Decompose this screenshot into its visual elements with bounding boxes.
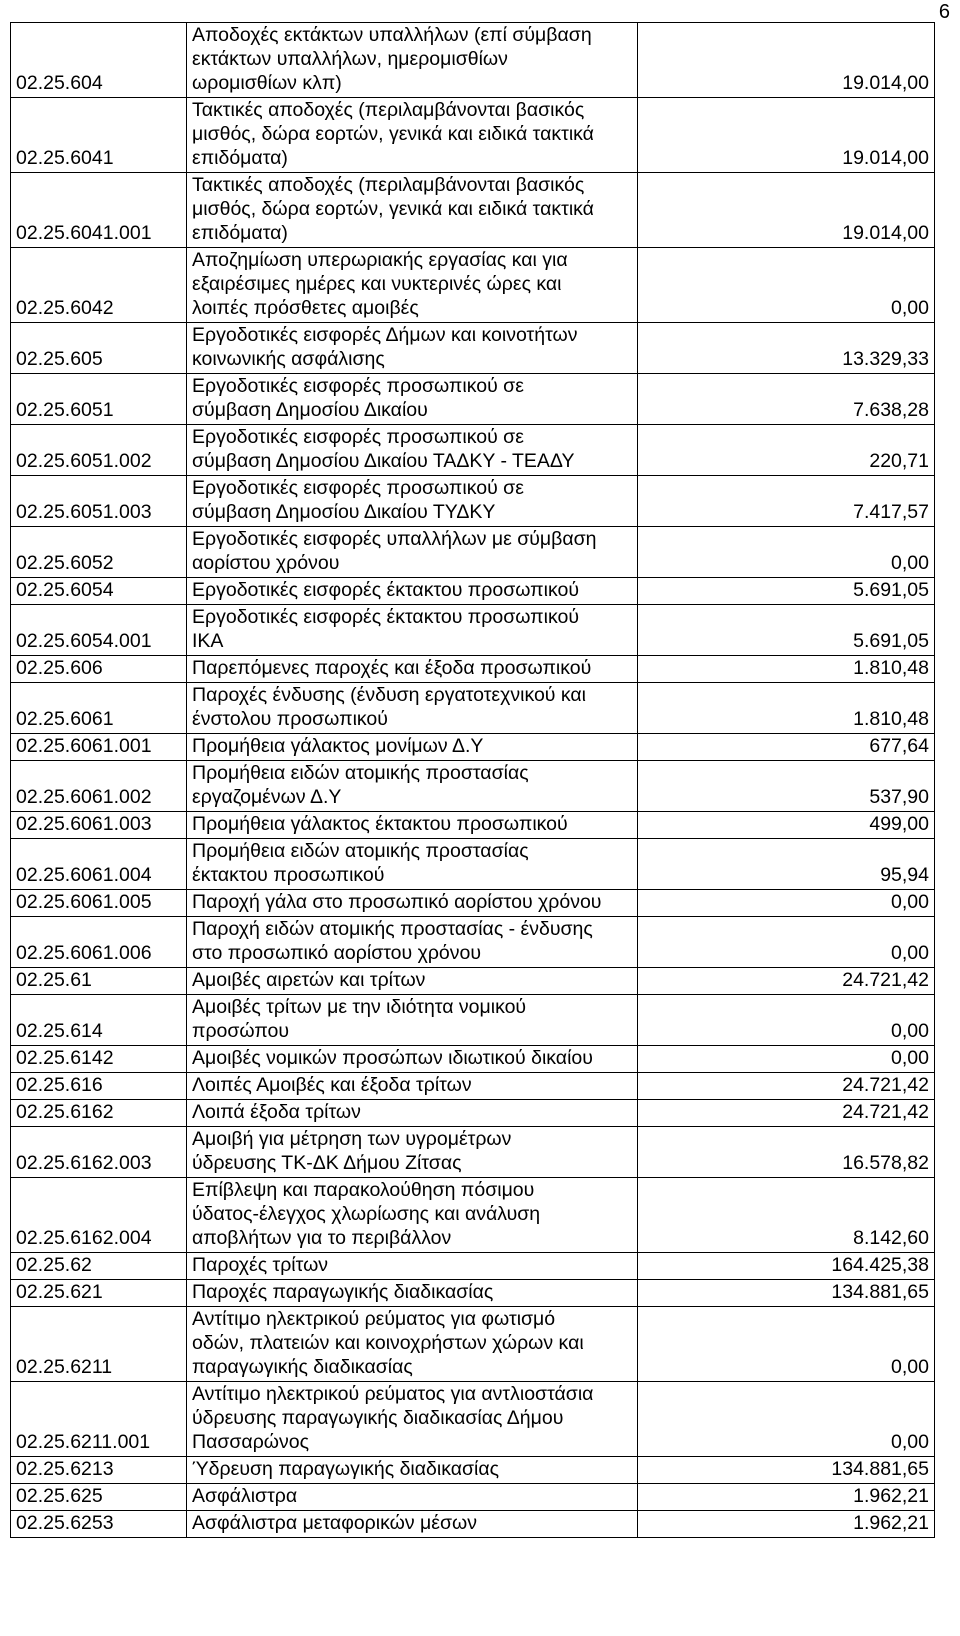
account-code: 02.25.604	[11, 23, 187, 98]
account-code: 02.25.606	[11, 656, 187, 683]
account-code: 02.25.6041	[11, 98, 187, 173]
account-amount: 134.881,65	[638, 1457, 935, 1484]
account-code: 02.25.6051	[11, 374, 187, 425]
account-description: Παροχές παραγωγικής διαδικασίας	[187, 1280, 638, 1307]
table-row	[11, 527, 935, 578]
account-description: Αποδοχές εκτάκτων υπαλλήλων (επί σύμβαση εκτάκτων υπαλλήλων, ημερομισθίων ωρομισθίων κλπ)	[187, 23, 638, 98]
table-row	[11, 374, 935, 425]
account-amount: 24.721,42	[638, 1073, 935, 1100]
account-code: 02.25.6211	[11, 1307, 187, 1382]
account-description: Εργοδοτικές εισφορές έκτακτου προσωπικού ΙΚΑ	[187, 605, 638, 656]
table-row	[11, 23, 935, 98]
account-amount: 0,00	[638, 1307, 935, 1382]
account-amount: 24.721,42	[638, 968, 935, 995]
table-row	[11, 1046, 935, 1073]
table-row	[11, 248, 935, 323]
account-description: Αντίτιμο ηλεκτρικού ρεύματος για φωτισμό οδών, πλατειών και κοινοχρήστων χώρων και παραγωγικής διαδικασίας	[187, 1307, 638, 1382]
account-amount: 16.578,82	[638, 1127, 935, 1178]
account-description: Εργοδοτικές εισφορές υπαλλήλων με σύμβαση αορίστου χρόνου	[187, 527, 638, 578]
account-amount: 19.014,00	[638, 98, 935, 173]
account-code: 02.25.6253	[11, 1511, 187, 1538]
account-amount: 13.329,33	[638, 323, 935, 374]
table-row	[11, 98, 935, 173]
account-amount: 0,00	[638, 1046, 935, 1073]
account-code: 02.25.6061.003	[11, 812, 187, 839]
account-description: Εργοδοτικές εισφορές Δήμων και κοινοτήτων κοινωνικής ασφάλισης	[187, 323, 638, 374]
account-amount: 1.810,48	[638, 683, 935, 734]
account-code: 02.25.6051.003	[11, 476, 187, 527]
table-row	[11, 1484, 935, 1511]
account-code: 02.25.625	[11, 1484, 187, 1511]
table-row	[11, 1073, 935, 1100]
account-amount: 537,90	[638, 761, 935, 812]
account-amount: 0,00	[638, 890, 935, 917]
table-row	[11, 683, 935, 734]
account-description: Εργοδοτικές εισφορές έκτακτου προσωπικού	[187, 578, 638, 605]
account-description: Ασφάλιστρα	[187, 1484, 638, 1511]
account-description: Λοιπές Αμοιβές και έξοδα τρίτων	[187, 1073, 638, 1100]
account-description: Παρεπόμενες παροχές και έξοδα προσωπικού	[187, 656, 638, 683]
account-amount: 24.721,42	[638, 1100, 935, 1127]
page-number: 6	[938, 1, 950, 23]
table-row	[11, 323, 935, 374]
account-amount: 1.810,48	[638, 656, 935, 683]
table-row	[11, 839, 935, 890]
account-code: 02.25.621	[11, 1280, 187, 1307]
account-code: 02.25.6061.001	[11, 734, 187, 761]
account-code: 02.25.6061.002	[11, 761, 187, 812]
account-code: 02.25.6162	[11, 1100, 187, 1127]
account-description: Αμοιβές αιρετών και τρίτων	[187, 968, 638, 995]
account-description: Παροχή γάλα στο προσωπικό αορίστου χρόνου	[187, 890, 638, 917]
account-amount: 19.014,00	[638, 173, 935, 248]
account-amount: 8.142,60	[638, 1178, 935, 1253]
account-code: 02.25.6162.004	[11, 1178, 187, 1253]
account-code: 02.25.616	[11, 1073, 187, 1100]
table-row	[11, 656, 935, 683]
account-description: Παροχές τρίτων	[187, 1253, 638, 1280]
account-amount: 1.962,21	[638, 1484, 935, 1511]
account-amount: 7.417,57	[638, 476, 935, 527]
table-row	[11, 890, 935, 917]
account-code: 02.25.6213	[11, 1457, 187, 1484]
table-row	[11, 1127, 935, 1178]
account-description: Παροχές ένδυσης (ένδυση εργατοτεχνικού και ένστολου προσωπικού	[187, 683, 638, 734]
account-code: 02.25.61	[11, 968, 187, 995]
account-amount: 5.691,05	[638, 578, 935, 605]
account-description: Προμήθεια γάλακτος έκτακτου προσωπικού	[187, 812, 638, 839]
table-row	[11, 425, 935, 476]
account-amount: 19.014,00	[638, 23, 935, 98]
account-description: Επίβλεψη και παρακολούθηση πόσιμου ύδατος-έλεγχος χλωρίωσης και ανάλυση αποβλήτων για το περιβάλλον	[187, 1178, 638, 1253]
account-code: 02.25.605	[11, 323, 187, 374]
table-row	[11, 476, 935, 527]
budget-table	[10, 22, 935, 1538]
account-description: Εργοδοτικές εισφορές προσωπικού σε σύμβαση Δημοσίου Δικαίου ΤΑΔΚΥ - ΤΕΑΔΥ	[187, 425, 638, 476]
account-description: Εργοδοτικές εισφορές προσωπικού σε σύμβαση Δημοσίου Δικαίου	[187, 374, 638, 425]
table-row	[11, 968, 935, 995]
table-row	[11, 761, 935, 812]
account-amount: 0,00	[638, 917, 935, 968]
table-row	[11, 578, 935, 605]
account-amount: 0,00	[638, 1382, 935, 1457]
account-amount: 7.638,28	[638, 374, 935, 425]
table-row	[11, 917, 935, 968]
table-row	[11, 605, 935, 656]
account-code: 02.25.6061	[11, 683, 187, 734]
account-description: Προμήθεια ειδών ατομικής προστασίας εργαζομένων Δ.Υ	[187, 761, 638, 812]
account-amount: 499,00	[638, 812, 935, 839]
account-description: Ύδρευση παραγωγικής διαδικασίας	[187, 1457, 638, 1484]
account-code: 02.25.6142	[11, 1046, 187, 1073]
table-row	[11, 734, 935, 761]
account-code: 02.25.6211.001	[11, 1382, 187, 1457]
account-description: Τακτικές αποδοχές (περιλαμβάνονται βασικός μισθός, δώρα εορτών, γενικά και ειδικά τακτικά επιδόματα)	[187, 98, 638, 173]
account-amount: 1.962,21	[638, 1511, 935, 1538]
account-description: Προμήθεια γάλακτος μονίμων Δ.Υ	[187, 734, 638, 761]
account-description: Αμοιβή για μέτρηση των υγρομέτρων ύδρευσης ΤΚ-ΔΚ Δήμου Ζίτσας	[187, 1127, 638, 1178]
account-code: 02.25.6162.003	[11, 1127, 187, 1178]
account-code: 02.25.6054	[11, 578, 187, 605]
account-amount: 0,00	[638, 527, 935, 578]
table-row	[11, 1457, 935, 1484]
account-amount: 0,00	[638, 995, 935, 1046]
table-row	[11, 173, 935, 248]
table-row	[11, 1307, 935, 1382]
account-description: Αποζημίωση υπερωριακής εργασίας και για εξαιρέσιμες ημέρες και νυκτερινές ώρες και λοιπές πρόσθετες αμοιβές	[187, 248, 638, 323]
account-amount: 220,71	[638, 425, 935, 476]
account-amount: 5.691,05	[638, 605, 935, 656]
budget-table-body	[11, 23, 935, 1538]
account-code: 02.25.6051.002	[11, 425, 187, 476]
account-description: Αμοιβές τρίτων με την ιδιότητα νομικού προσώπου	[187, 995, 638, 1046]
account-code: 02.25.6042	[11, 248, 187, 323]
account-code: 02.25.6061.004	[11, 839, 187, 890]
account-code: 02.25.6041.001	[11, 173, 187, 248]
table-row	[11, 1253, 935, 1280]
account-description: Προμήθεια ειδών ατομικής προστασίας έκτακτου προσωπικού	[187, 839, 638, 890]
account-amount: 134.881,65	[638, 1280, 935, 1307]
table-row	[11, 1178, 935, 1253]
account-description: Ασφάλιστρα μεταφορικών μέσων	[187, 1511, 638, 1538]
account-description: Αμοιβές νομικών προσώπων ιδιωτικού δικαίου	[187, 1046, 638, 1073]
account-code: 02.25.6052	[11, 527, 187, 578]
account-description: Τακτικές αποδοχές (περιλαμβάνονται βασικός μισθός, δώρα εορτών, γενικά και ειδικά τακτικά επιδόματα)	[187, 173, 638, 248]
account-description: Παροχή ειδών ατομικής προστασίας - ένδυσης στο προσωπικό αορίστου χρόνου	[187, 917, 638, 968]
table-row	[11, 995, 935, 1046]
table-row	[11, 812, 935, 839]
account-amount: 95,94	[638, 839, 935, 890]
account-code: 02.25.6061.005	[11, 890, 187, 917]
table-row	[11, 1100, 935, 1127]
account-code: 02.25.62	[11, 1253, 187, 1280]
account-amount: 164.425,38	[638, 1253, 935, 1280]
account-code: 02.25.6061.006	[11, 917, 187, 968]
account-amount: 677,64	[638, 734, 935, 761]
table-row	[11, 1511, 935, 1538]
account-code: 02.25.6054.001	[11, 605, 187, 656]
table-row	[11, 1382, 935, 1457]
account-code: 02.25.614	[11, 995, 187, 1046]
account-description: Λοιπά έξοδα τρίτων	[187, 1100, 638, 1127]
account-amount: 0,00	[638, 248, 935, 323]
table-row	[11, 1280, 935, 1307]
account-description: Αντίτιμο ηλεκτρικού ρεύματος για αντλιοστάσια ύδρευσης παραγωγικής διαδικασίας Δήμου Πασσαρώνος	[187, 1382, 638, 1457]
account-description: Εργοδοτικές εισφορές προσωπικού σε σύμβαση Δημοσίου Δικαίου ΤΥΔΚΥ	[187, 476, 638, 527]
